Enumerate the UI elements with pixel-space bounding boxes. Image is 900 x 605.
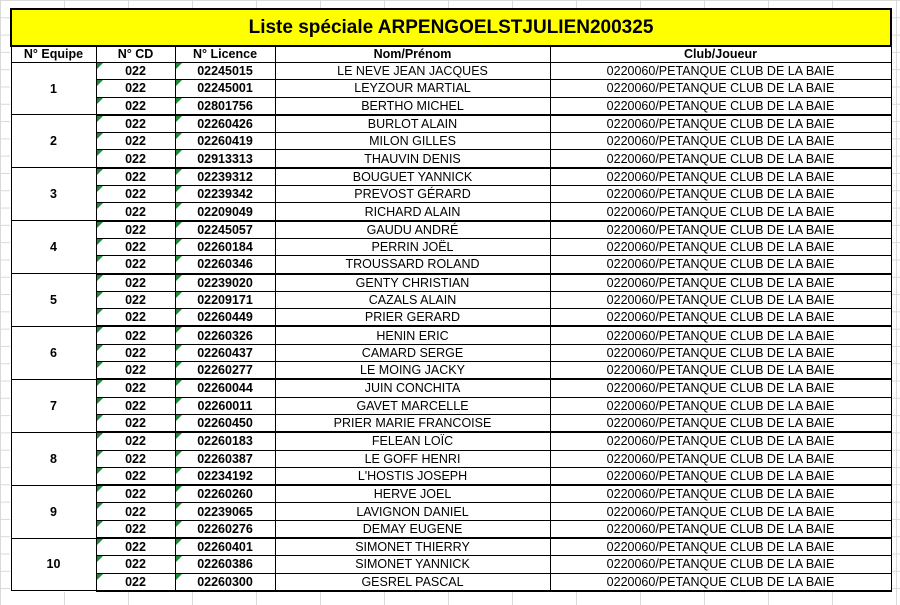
table-row — [11, 344, 891, 361]
licence-cell[interactable]: 02260401 — [175, 538, 275, 556]
player-name-cell[interactable]: LAVIGNON DANIEL — [275, 503, 550, 520]
licence-cell[interactable]: 02245001 — [175, 80, 275, 97]
table-row — [11, 133, 891, 150]
cd-cell[interactable]: 022 — [96, 326, 175, 344]
licence-cell[interactable]: 02260437 — [175, 344, 275, 361]
cd-cell[interactable]: 022 — [96, 432, 175, 450]
table-row — [11, 556, 891, 573]
club-cell[interactable]: 0220060/PETANQUE CLUB DE LA BAIE — [550, 362, 891, 380]
table-row — [11, 309, 891, 327]
licence-cell[interactable]: 02239020 — [175, 274, 275, 292]
table-row — [11, 379, 891, 397]
cd-cell[interactable]: 022 — [96, 485, 175, 503]
player-name-cell[interactable]: SIMONET YANNICK — [275, 556, 550, 573]
licence-cell[interactable]: 02234192 — [175, 467, 275, 485]
player-name-cell[interactable]: HERVE JOEL — [275, 485, 550, 503]
licence-cell[interactable]: 02260011 — [175, 397, 275, 414]
cd-cell[interactable]: 022 — [96, 97, 175, 115]
player-name-cell[interactable]: LE NEVE JEAN JACQUES — [275, 63, 550, 80]
player-name-cell[interactable]: GENTY CHRISTIAN — [275, 274, 550, 292]
table-row — [11, 115, 891, 133]
club-cell[interactable]: 0220060/PETANQUE CLUB DE LA BAIE — [550, 520, 891, 538]
licence-cell[interactable]: 02260260 — [175, 485, 275, 503]
player-name-cell[interactable]: THAUVIN DENIS — [275, 150, 550, 168]
club-cell[interactable]: 0220060/PETANQUE CLUB DE LA BAIE — [550, 538, 891, 556]
table-row — [11, 256, 891, 274]
team-number-cell[interactable]: 7 — [11, 379, 96, 432]
table-row — [11, 414, 891, 432]
cd-cell[interactable]: 022 — [96, 115, 175, 133]
licence-cell[interactable]: 02801756 — [175, 97, 275, 115]
licence-cell[interactable]: 02260276 — [175, 520, 275, 538]
team-list-table — [10, 8, 892, 592]
player-name-cell[interactable]: GAVET MARCELLE — [275, 397, 550, 414]
club-cell[interactable]: 0220060/PETANQUE CLUB DE LA BAIE — [550, 238, 891, 255]
table-row — [11, 573, 891, 591]
team-number-cell[interactable]: 8 — [11, 432, 96, 485]
club-cell[interactable]: 0220060/PETANQUE CLUB DE LA BAIE — [550, 503, 891, 520]
cd-cell[interactable]: 022 — [96, 221, 175, 239]
player-name-cell[interactable]: PERRIN JOËL — [275, 238, 550, 255]
team-number-cell[interactable]: 3 — [11, 168, 96, 221]
table-row — [11, 221, 891, 239]
club-cell[interactable]: 0220060/PETANQUE CLUB DE LA BAIE — [550, 203, 891, 221]
licence-cell[interactable]: 02260044 — [175, 379, 275, 397]
licence-cell[interactable]: 02239312 — [175, 168, 275, 186]
player-name-cell[interactable]: FELEAN LOÏC — [275, 432, 550, 450]
club-cell[interactable]: 0220060/PETANQUE CLUB DE LA BAIE — [550, 397, 891, 414]
cd-cell[interactable]: 022 — [96, 573, 175, 591]
team-number-cell[interactable]: 5 — [11, 274, 96, 327]
cd-cell[interactable]: 022 — [96, 467, 175, 485]
table-row — [11, 186, 891, 203]
table-row — [11, 397, 891, 414]
header-cd[interactable]: N° CD — [96, 46, 175, 63]
table-row — [11, 362, 891, 380]
team-number-cell[interactable]: 10 — [11, 538, 96, 591]
club-cell[interactable]: 0220060/PETANQUE CLUB DE LA BAIE — [550, 467, 891, 485]
club-cell[interactable]: 0220060/PETANQUE CLUB DE LA BAIE — [550, 133, 891, 150]
club-cell[interactable]: 0220060/PETANQUE CLUB DE LA BAIE — [550, 485, 891, 503]
player-name-cell[interactable]: BURLOT ALAIN — [275, 115, 550, 133]
club-cell[interactable]: 0220060/PETANQUE CLUB DE LA BAIE — [550, 186, 891, 203]
team-number-cell[interactable]: 4 — [11, 221, 96, 274]
player-name-cell[interactable]: JUIN CONCHITA — [275, 379, 550, 397]
table-row — [11, 150, 891, 168]
licence-cell[interactable]: 02913313 — [175, 150, 275, 168]
cd-cell[interactable]: 022 — [96, 133, 175, 150]
licence-cell[interactable]: 02260183 — [175, 432, 275, 450]
licence-cell[interactable]: 02239065 — [175, 503, 275, 520]
club-cell[interactable]: 0220060/PETANQUE CLUB DE LA BAIE — [550, 115, 891, 133]
licence-cell[interactable]: 02260326 — [175, 326, 275, 344]
team-number-cell[interactable]: 6 — [11, 326, 96, 379]
licence-cell[interactable]: 02260387 — [175, 450, 275, 467]
player-name-cell[interactable]: BOUGUET YANNICK — [275, 168, 550, 186]
table-row — [11, 97, 891, 115]
cd-cell[interactable]: 022 — [96, 203, 175, 221]
licence-cell[interactable]: 02260277 — [175, 362, 275, 380]
licence-cell[interactable]: 02260184 — [175, 238, 275, 255]
player-name-cell[interactable]: LEYZOUR MARTIAL — [275, 80, 550, 97]
club-cell[interactable]: 0220060/PETANQUE CLUB DE LA BAIE — [550, 274, 891, 292]
cd-cell[interactable]: 022 — [96, 150, 175, 168]
table-row — [11, 503, 891, 520]
licence-cell[interactable]: 02260300 — [175, 573, 275, 591]
licence-cell[interactable]: 02260386 — [175, 556, 275, 573]
club-cell[interactable]: 0220060/PETANQUE CLUB DE LA BAIE — [550, 150, 891, 168]
licence-cell[interactable]: 02260449 — [175, 309, 275, 327]
cd-cell[interactable]: 022 — [96, 80, 175, 97]
cd-cell[interactable]: 022 — [96, 379, 175, 397]
licence-cell[interactable]: 02245015 — [175, 63, 275, 80]
player-name-cell[interactable]: GESREL PASCAL — [275, 573, 550, 591]
team-number-cell[interactable]: 2 — [11, 115, 96, 168]
player-name-cell[interactable]: CAMARD SERGE — [275, 344, 550, 361]
club-cell[interactable]: 0220060/PETANQUE CLUB DE LA BAIE — [550, 450, 891, 467]
licence-cell[interactable]: 02260450 — [175, 414, 275, 432]
cd-cell[interactable]: 022 — [96, 168, 175, 186]
club-cell[interactable]: 0220060/PETANQUE CLUB DE LA BAIE — [550, 344, 891, 361]
table-row — [11, 168, 891, 186]
cd-cell[interactable]: 022 — [96, 63, 175, 80]
player-name-cell[interactable]: CAZALS ALAIN — [275, 291, 550, 308]
team-rows — [11, 63, 891, 591]
cd-cell[interactable]: 022 — [96, 450, 175, 467]
cd-cell[interactable]: 022 — [96, 186, 175, 203]
club-cell[interactable]: 0220060/PETANQUE CLUB DE LA BAIE — [550, 291, 891, 308]
club-cell[interactable]: 0220060/PETANQUE CLUB DE LA BAIE — [550, 326, 891, 344]
club-cell[interactable]: 0220060/PETANQUE CLUB DE LA BAIE — [550, 309, 891, 327]
header-club[interactable]: Club/Joueur — [550, 46, 891, 63]
table-row — [11, 63, 891, 80]
player-name-cell[interactable]: DEMAY EUGENE — [275, 520, 550, 538]
licence-cell[interactable]: 02260419 — [175, 133, 275, 150]
sheet-title[interactable]: Liste spéciale ARPENGOELSTJULIEN200325 — [11, 9, 891, 46]
club-cell[interactable]: 0220060/PETANQUE CLUB DE LA BAIE — [550, 414, 891, 432]
cd-cell[interactable]: 022 — [96, 520, 175, 538]
player-name-cell[interactable]: BERTHO MICHEL — [275, 97, 550, 115]
table-row — [11, 291, 891, 308]
club-cell[interactable]: 0220060/PETANQUE CLUB DE LA BAIE — [550, 168, 891, 186]
team-number-cell[interactable]: 9 — [11, 485, 96, 538]
cd-cell[interactable]: 022 — [96, 503, 175, 520]
cd-cell[interactable]: 022 — [96, 344, 175, 361]
licence-cell[interactable]: 02245057 — [175, 221, 275, 239]
player-name-cell[interactable]: LE GOFF HENRI — [275, 450, 550, 467]
player-name-cell[interactable]: L'HOSTIS JOSEPH — [275, 467, 550, 485]
table-row — [11, 203, 891, 221]
table-row — [11, 485, 891, 503]
licence-cell[interactable]: 02209171 — [175, 291, 275, 308]
player-name-cell[interactable]: SIMONET THIERRY — [275, 538, 550, 556]
club-cell[interactable]: 0220060/PETANQUE CLUB DE LA BAIE — [550, 63, 891, 80]
header-equipe[interactable]: N° Equipe — [11, 46, 96, 63]
table-row — [11, 467, 891, 485]
player-name-cell[interactable]: PREVOST GÉRARD — [275, 186, 550, 203]
player-name-cell[interactable]: PRIER GERARD — [275, 309, 550, 327]
table-row — [11, 538, 891, 556]
club-cell[interactable]: 0220060/PETANQUE CLUB DE LA BAIE — [550, 432, 891, 450]
header-licence[interactable]: N° Licence — [175, 46, 275, 63]
cd-cell[interactable]: 022 — [96, 274, 175, 292]
cd-cell[interactable]: 022 — [96, 538, 175, 556]
licence-cell[interactable]: 02260346 — [175, 256, 275, 274]
player-name-cell[interactable]: MILON GILLES — [275, 133, 550, 150]
cd-cell[interactable]: 022 — [96, 238, 175, 255]
cd-cell[interactable]: 022 — [96, 309, 175, 327]
cd-cell[interactable]: 022 — [96, 397, 175, 414]
cd-cell[interactable]: 022 — [96, 556, 175, 573]
table-row — [11, 432, 891, 450]
player-name-cell[interactable]: PRIER MARIE FRANCOISE — [275, 414, 550, 432]
cd-cell[interactable]: 022 — [96, 256, 175, 274]
header-row — [11, 46, 891, 63]
licence-cell[interactable]: 02239342 — [175, 186, 275, 203]
team-number-cell[interactable]: 1 — [11, 63, 96, 115]
header-nom[interactable]: Nom/Prénom — [275, 46, 550, 63]
table-row — [11, 238, 891, 255]
club-cell[interactable]: 0220060/PETANQUE CLUB DE LA BAIE — [550, 573, 891, 591]
club-cell[interactable]: 0220060/PETANQUE CLUB DE LA BAIE — [550, 80, 891, 97]
club-cell[interactable]: 0220060/PETANQUE CLUB DE LA BAIE — [550, 221, 891, 239]
player-name-cell[interactable]: RICHARD ALAIN — [275, 203, 550, 221]
cd-cell[interactable]: 022 — [96, 414, 175, 432]
table-row — [11, 274, 891, 292]
player-name-cell[interactable]: TROUSSARD ROLAND — [275, 256, 550, 274]
table-row — [11, 80, 891, 97]
club-cell[interactable]: 0220060/PETANQUE CLUB DE LA BAIE — [550, 379, 891, 397]
cd-cell[interactable]: 022 — [96, 291, 175, 308]
licence-cell[interactable]: 02260426 — [175, 115, 275, 133]
cd-cell[interactable]: 022 — [96, 362, 175, 380]
licence-cell[interactable]: 02209049 — [175, 203, 275, 221]
player-name-cell[interactable]: LE MOING JACKY — [275, 362, 550, 380]
table-row — [11, 450, 891, 467]
player-name-cell[interactable]: GAUDU ANDRÉ — [275, 221, 550, 239]
table-row — [11, 326, 891, 344]
club-cell[interactable]: 0220060/PETANQUE CLUB DE LA BAIE — [550, 97, 891, 115]
player-name-cell[interactable]: HENIN ERIC — [275, 326, 550, 344]
table-row — [11, 520, 891, 538]
club-cell[interactable]: 0220060/PETANQUE CLUB DE LA BAIE — [550, 556, 891, 573]
club-cell[interactable]: 0220060/PETANQUE CLUB DE LA BAIE — [550, 256, 891, 274]
